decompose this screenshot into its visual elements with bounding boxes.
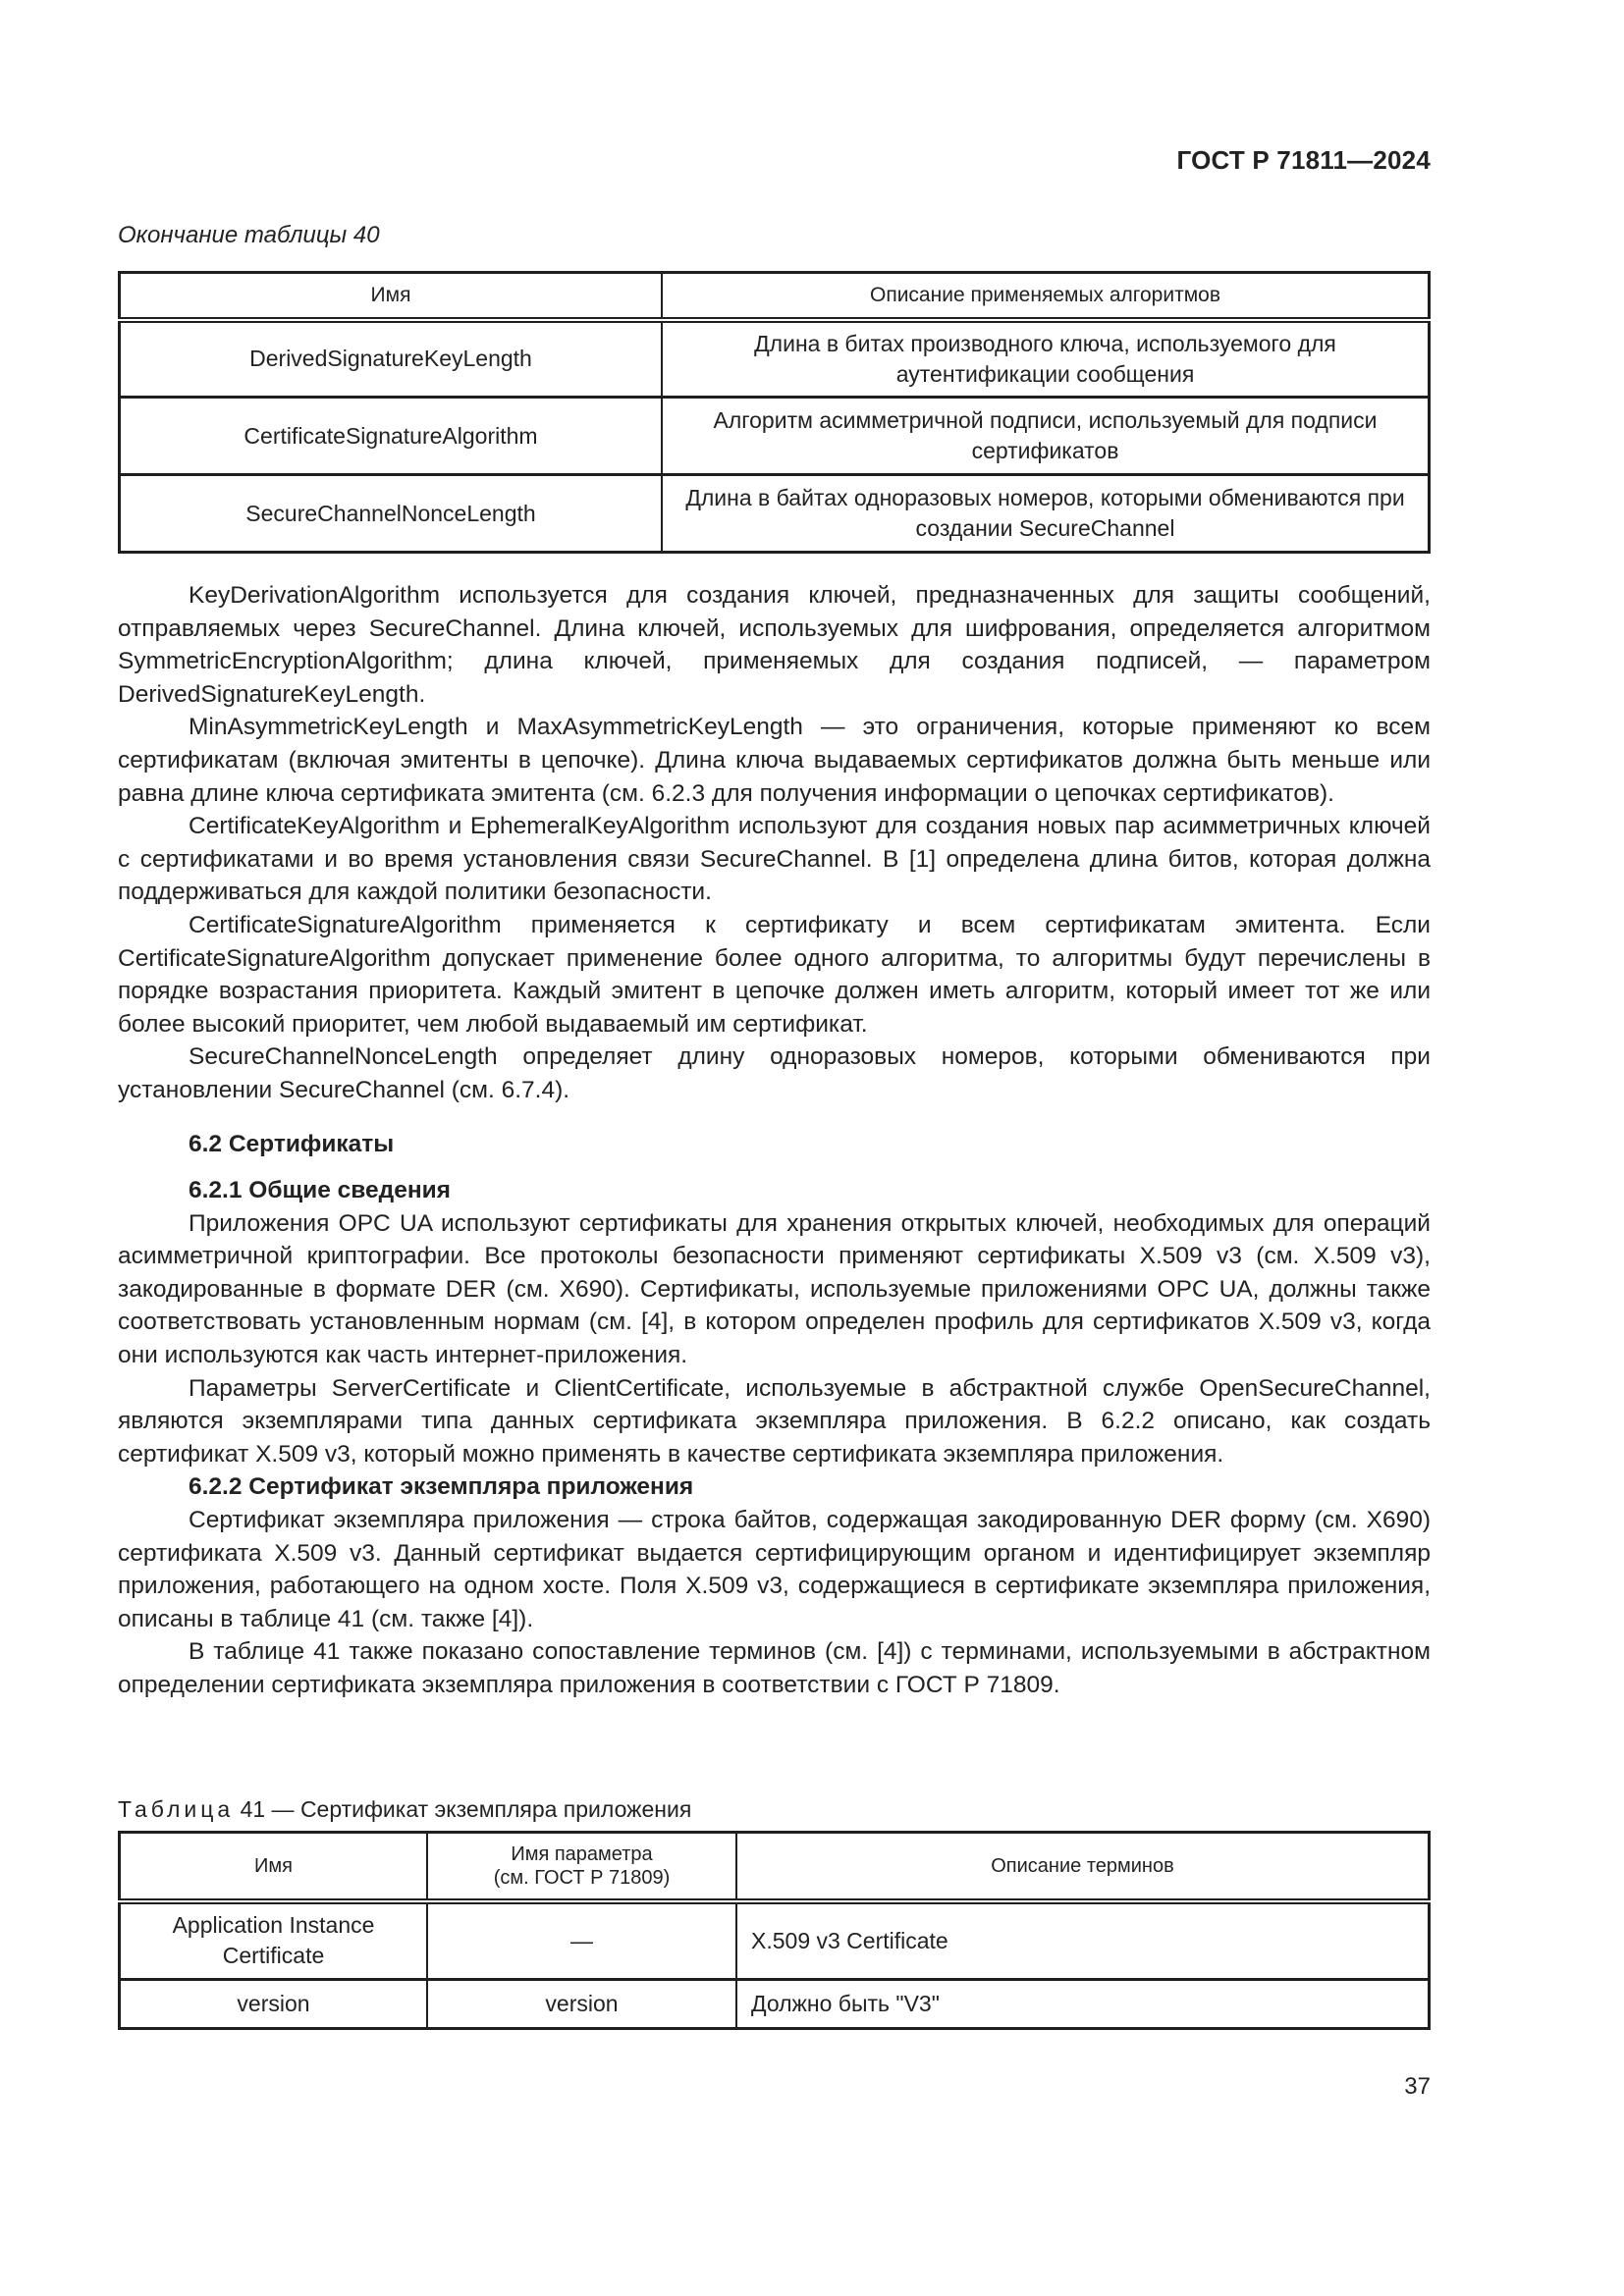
- paragraph: SecureChannelNonceLength определяет длину одноразовых номеров, которыми обмениваются при установлении SecureChannel (см. 6.7.4).: [118, 1043, 1431, 1103]
- page-number: 37: [1404, 2073, 1431, 2100]
- paragraph: Параметры ServerCertificate и ClientCertificate, используемые в абстрактной службе OpenSecureChannel, являются экземплярами типа данных сертификата экземпляра приложения. В 6.2.2 описано, как создать сертификат X.509 v3, который можно применять в качестве сертификата экземпляра приложения.: [118, 1374, 1431, 1468]
- column-header-name: Имя: [120, 273, 663, 320]
- section-heading-6-2-1: 6.2.1 Общие сведения: [189, 1177, 451, 1204]
- cell-description: X.509 v3 Certificate: [736, 1901, 1430, 1980]
- table-40-continuation-caption: Окончание таблицы 40: [118, 222, 380, 248]
- cell-description: Должно быть "V3": [736, 1980, 1430, 2029]
- paragraph: CertificateSignatureAlgorithm применяется к сертификату и всем сертификатам эмитента. Если CertificateSignatureAlgorithm допускает применение более одного алгоритма, то алгоритмы будут перечислены в порядке возрастания приоритета. Каждый эмитент в цепочке должен иметь алгоритм, который имеет тот же или более высокий приоритет, чем любой выдаваемый им сертификат.: [118, 911, 1431, 1038]
- table-title-prefix: Таблица: [118, 1796, 235, 1822]
- table-row: [120, 1980, 1430, 2029]
- document-id-header: ГОСТ Р 71811—2024: [1176, 145, 1431, 175]
- body-text: [118, 579, 1431, 1702]
- table-row: [120, 1901, 1430, 1980]
- table-row: [120, 475, 1430, 553]
- table-41: [118, 1831, 1431, 2030]
- table-title-text: 41 — Сертификат экземпляра приложения: [240, 1796, 692, 1822]
- cell-param: —: [427, 1901, 736, 1980]
- cell-name: CertificateSignatureAlgorithm: [120, 398, 663, 475]
- cell-description: Длина в байтах одноразовых номеров, которыми обмениваются при создании SecureChannel: [662, 475, 1430, 553]
- cell-param: version: [427, 1980, 736, 2029]
- table-header-row: [120, 1833, 1430, 1901]
- paragraph: Сертификат экземпляра приложения — строка байтов, содержащая закодированную DER форму (см. X690) сертификата X.509 v3. Данный сертификат выдается сертифицирующим органом и идентифицирует экземпляр приложения, работающего на одном хосте. Поля X.509 v3, содержащиеся в сертификате экземпляра приложения, описаны в таблице 41 (см. также [4]).: [118, 1507, 1431, 1632]
- table-40: [118, 271, 1431, 554]
- paragraph: MinAsymmetricKeyLength и MaxAsymmetricKeyLength — это ограничения, которые применяют ко всем сертификатам (включая эмитенты в цепочке). Длина ключа выдаваемых сертификатов должна быть меньше или равна длине ключа сертификата эмитента (см. 6.2.3 для получения информации о цепочках сертификатов).: [118, 714, 1431, 807]
- cell-name: version: [120, 1980, 428, 2029]
- column-header-name: Имя: [120, 1833, 428, 1901]
- column-header-description: Описание применяемых алгоритмов: [662, 273, 1430, 320]
- table-header-row: [120, 273, 1430, 320]
- paragraph: В таблице 41 также показано сопоставление терминов (см. [4]) с терминами, используемыми в абстрактном определении сертификата экземпляра приложения в соответствии с ГОСТ Р 71809.: [118, 1638, 1431, 1698]
- section-heading-6-2-2: 6.2.2 Сертификат экземпляра приложения: [189, 1473, 694, 1501]
- column-header-terms-description: Описание терминов: [736, 1833, 1430, 1901]
- cell-name: SecureChannelNonceLength: [120, 475, 663, 553]
- paragraph: KeyDerivationAlgorithm используется для создания ключей, предназначенных для защиты сообщений, отправляемых через SecureChannel. Длина ключей, используемых для шифрования, определяется алгоритмом SymmetricEncryptionAlgorithm; длина ключей, применяемых для создания подписей, — параметром DerivedSignatureKeyLength.: [118, 582, 1431, 708]
- cell-description: Алгоритм асимметричной подписи, используемый для подписи сертификатов: [662, 398, 1430, 475]
- cell-description: Длина в битах производного ключа, используемого для аутентификации сообщения: [662, 320, 1430, 398]
- cell-name: DerivedSignatureKeyLength: [120, 320, 663, 398]
- column-header-param-line2: (см. ГОСТ Р 71809): [493, 1866, 671, 1889]
- cell-name: Application Instance Certificate: [120, 1901, 428, 1980]
- section-heading-6-2: 6.2 Сертификаты: [189, 1130, 395, 1157]
- table-row: [120, 398, 1430, 475]
- table-41-title: [118, 1796, 691, 1823]
- column-header-param-name: [427, 1833, 736, 1901]
- column-header-param-line1: Имя параметра: [511, 1842, 653, 1865]
- table-row: [120, 320, 1430, 398]
- paragraph: Приложения OPC UA используют сертификаты для хранения открытых ключей, необходимых для операций асимметричной криптографии. Все протоколы безопасности применяют сертификаты X.509 v3 (см. X.509 v3), закодированные в формате DER (см. X690). Сертификаты, используемые приложениями OPC UA, должны также соответствовать установленным нормам (см. [4], в котором определен профиль для сертификатов X.509 v3, когда они используются как часть интернет-приложения.: [118, 1209, 1431, 1369]
- paragraph: CertificateKeyAlgorithm и EphemeralKeyAlgorithm используют для создания новых пар асимметричных ключей с сертификатами и во время установления связи SecureChannel. В [1] определена длина битов, которая должна поддерживаться для каждой политики безопасности.: [118, 813, 1431, 906]
